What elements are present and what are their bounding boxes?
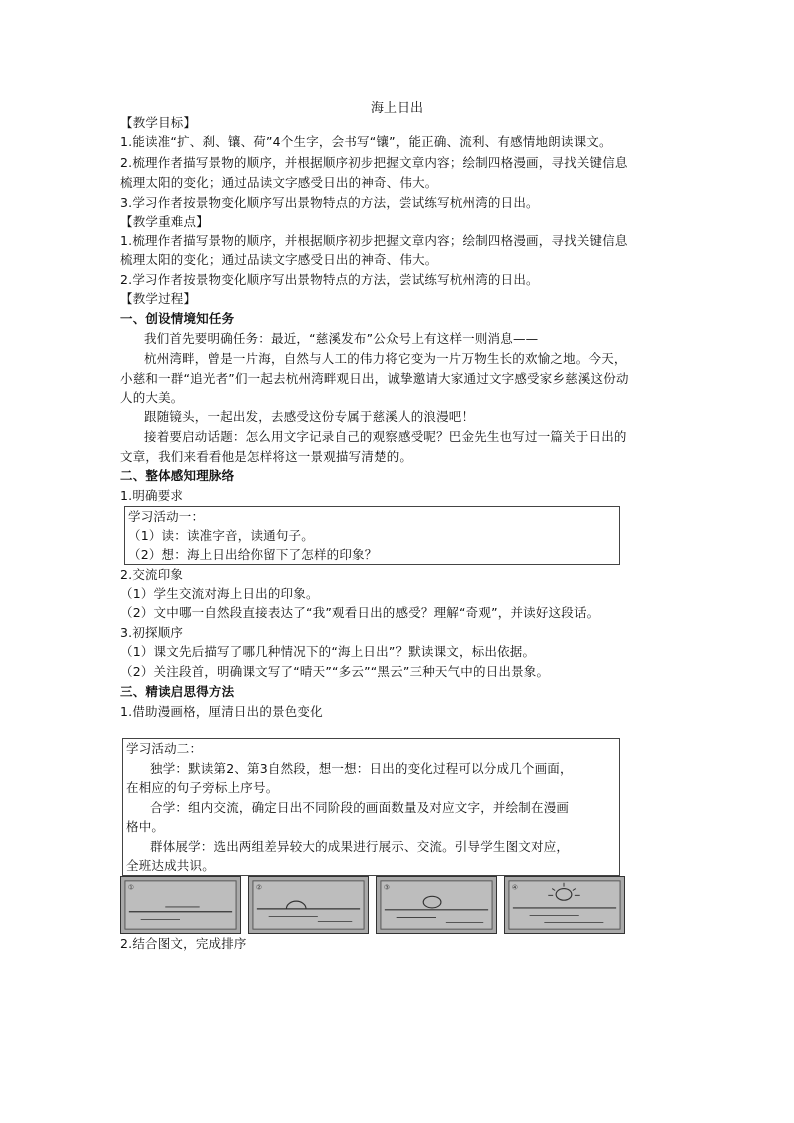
subheading-2-3: 3.初探顺序 [120, 625, 184, 640]
activity-box-2 [122, 738, 620, 876]
activity-2-item-1-line-1: 独学：默读第2、第3自然段，想一想：日出的变化过程可以分成几个画面， [150, 761, 573, 776]
objective-1: 1.能读准“扩、刹、镶、荷”4个生字，会书写“镶”，能正确、流利、有感情地朗读课文。 [120, 134, 612, 149]
subheading-2-2: 2.交流印象 [120, 567, 184, 582]
comic-label-3: ③ [383, 883, 391, 892]
comic-panel-2 [248, 876, 369, 934]
comic-strip [120, 876, 625, 934]
activity-2-item-2-line-2: 格中。 [126, 819, 165, 834]
activity-2-item-1-line-2: 在相应的句子旁标上序号。 [126, 780, 279, 795]
activity-2-item-3-line-2: 全班达成共识。 [126, 858, 215, 873]
paragraph-2-line-1: 杭州湾畔，曾是一片海，自然与人工的伟力将它变为一片万物生长的欢愉之地。今天， [144, 351, 627, 366]
comic-panel-1 [120, 876, 241, 934]
comic-panel-4 [504, 876, 625, 934]
section-key-points: 【教学重难点】 [120, 214, 209, 229]
key-point-1-line-2: 梳理太阳的变化；通过品读文字感受日出的神奇、伟大。 [120, 252, 438, 267]
heading-1: 一、创设情境知任务 [120, 311, 235, 326]
paragraph-4-line-2: 文章，我们来看看他是怎样将这一景观描写清楚的。 [120, 449, 413, 464]
exchange-item-2: （2）文中哪一自然段直接表达了“我”观看日出的感受？理解“奇观”，并读好这段话。 [120, 605, 600, 620]
comic-drawing-2 [249, 877, 368, 933]
exchange-item-1: （1）学生交流对海上日出的印象。 [120, 586, 319, 601]
activity-2-title: 学习活动二： [126, 741, 203, 756]
comic-label-4: ④ [511, 883, 519, 892]
comic-panel-3 [376, 876, 497, 934]
activity-2-item-3-line-1: 群体展学：选出两组差异较大的成果进行展示、交流。引导学生图文对应， [150, 839, 570, 854]
key-point-1-line-1: 1.梳理作者描写景物的顺序，并根据顺序初步把握文章内容；绘制四格漫画，寻找关键信息 [120, 233, 628, 248]
comic-drawing-4 [505, 877, 624, 933]
paragraph-3: 跟随镜头，一起出发，去感受这份专属于慈溪人的浪漫吧！ [144, 409, 475, 424]
paragraph-2-line-2: 小慈和一群“追光者”们一起去杭州湾畔观日出，诚挚邀请大家通过文字感受家乡慈溪这份动 [120, 371, 629, 386]
order-item-2: （2）关注段首，明确课文写了“晴天”“多云”“黑云”三种天气中的日出景象。 [120, 664, 550, 679]
comic-drawing-3 [377, 877, 496, 933]
subheading-2-1: 1.明确要求 [120, 488, 184, 503]
objective-2-line-2: 梳理太阳的变化；通过品读文字感受日出的神奇、伟大。 [120, 175, 438, 190]
heading-2: 二、整体感知理脉络 [120, 468, 235, 483]
section-objectives: 【教学目标】 [120, 115, 197, 130]
subheading-3-1: 1.借助漫画格，厘清日出的景色变化 [120, 704, 323, 719]
comic-label-2: ② [255, 883, 263, 892]
heading-3: 三、精读启思得方法 [120, 684, 235, 699]
comic-label-1: ① [127, 883, 135, 892]
activity-1-item-2: （2）想：海上日出给你留下了怎样的印象？ [128, 547, 378, 562]
activity-1-item-1: （1）读：读准字音，读通句子。 [128, 528, 314, 543]
subheading-3-2: 2.结合图文，完成排序 [120, 936, 247, 951]
activity-1-title: 学习活动一： [128, 509, 205, 524]
comic-drawing-1 [121, 877, 240, 933]
paragraph-2-line-3: 人的大美。 [120, 390, 184, 405]
objective-3: 3.学习作者按景物变化顺序写出景物特点的方法，尝试练写杭州湾的日出。 [120, 195, 539, 210]
activity-box-1 [124, 506, 620, 565]
objective-2-line-1: 2.梳理作者描写景物的顺序，并根据顺序初步把握文章内容；绘制四格漫画，寻找关键信息 [120, 155, 628, 170]
page-title: 海上日出 [370, 101, 423, 116]
key-point-2: 2.学习作者按景物变化顺序写出景物特点的方法，尝试练写杭州湾的日出。 [120, 272, 539, 287]
activity-2-item-2-line-1: 合学：组内交流，确定日出不同阶段的画面数量及对应文字，并绘制在漫画 [150, 800, 570, 815]
paragraph-4-line-1: 接着要启动话题：怎么用文字记录自己的观察感受呢？巴金先生也写过一篇关于日出的 [144, 429, 627, 444]
section-process: 【教学过程】 [120, 291, 197, 306]
order-item-1: （1）课文先后描写了哪几种情况下的“海上日出”？默读课文，标出依据。 [120, 644, 536, 659]
paragraph-1: 我们首先要明确任务：最近，“慈溪发布”公众号上有这样一则消息—— [144, 331, 539, 346]
